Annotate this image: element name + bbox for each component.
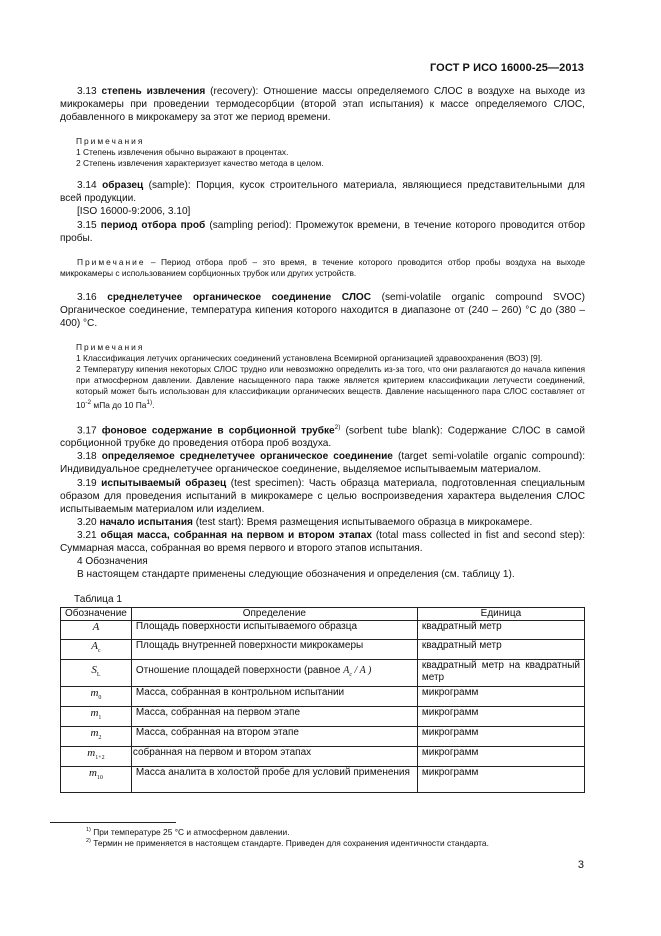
note-item: 1 Степень извлечения обычно выражают в процентах. [76,147,289,158]
notes-title: Примечания [76,342,145,353]
unit-cell: микрограмм [417,706,584,726]
term: определяемое среднелетучее органическое соединение [101,451,393,463]
definition-cell: собранная на первом и втором этапах [131,746,417,766]
symbols-table [60,607,585,792]
definition-cell: Масса аналита в холостой пробе для условий применения [131,766,417,792]
table-row [61,686,585,706]
definition-text: (sampling period): Промежуток времени, в течение которого проводится отбор пробы. [60,219,586,244]
notes-3-16 [77,342,585,411]
footnote-separator [50,822,176,823]
term: начало испытания [99,516,193,528]
symbol-cell: $S_L$ [61,659,132,686]
clause-number: 3.21 [77,529,101,541]
definition-text: (sample): Порция, кусок строительного материала, являющиеся представительными для всей продукции. [60,180,585,205]
table-caption: Таблица 1 [74,594,122,606]
definition-text: (semi-volatile organic compound SVOC) Органическое соединение, температура кипения которого находится в диапазоне от (240 – 260) °С до (380 – 400) °С. [60,291,585,329]
definition-3-19 [60,477,585,516]
definition-cell: Масса, собранная на первом этапе [131,706,417,726]
definition-text: (test specimen): Часть образца материала, подготовленная специальным образом для проведения испытаний в микрокамере с целью воспроизведения характера выделения СЛОС испытываемым материалом или изделием. [60,477,586,515]
symbol-cell: $A_c$ [61,639,132,659]
term: период отбора проб [100,219,206,231]
clause-number: 3.19 [77,477,102,489]
notes-title: Примечания [76,136,145,147]
footnote: $^{2)}$ Термин не применяется в настоящем стандарте. Приведен для сохранения идентичности стандарта. [86,837,489,848]
section-title: 4 Обозначения [77,556,148,568]
term: степень извлечения [101,86,206,97]
definition-3-18 [60,450,585,476]
term: испытываемый образец [101,477,227,489]
clause-number: 3.18 [77,451,102,463]
table-row [61,706,585,726]
note-label: Примечание [77,256,146,267]
definition-text: (total mass collected in fist and second step): Суммарная масса, собранная во время первого и второго этапов испытания. [60,529,586,555]
definition-text: (target semi-volatile organic compound): Индивидуальное среднелетучее органическое соединение, выделяемое испытываемым материалом. [60,451,585,476]
definition-3-21 [60,529,585,555]
footnote: $^{1)}$ При температуре 25 °С и атмосферном давлении. [86,826,290,837]
unit-cell: микрограмм [417,726,584,746]
unit-cell: квадратный метр на квадратный метр [417,659,584,686]
symbol-cell: A [61,621,132,639]
definition-3-14 [60,179,585,205]
table-row [61,726,585,746]
definition-3-15 [60,219,585,245]
definition-cell: Отношение площадей поверхности (равное $A_c$ / A ) [131,659,417,686]
term: общая масса, собранная на первом и втором этапах [100,529,373,541]
note-item: 2 Степень извлечения характеризует качество метода в целом. [76,158,324,169]
reference: [ISO 16000-9:2006, 3.10] [77,206,191,218]
unit-cell: квадратный метр [417,639,584,659]
clause-number: 3.13 [77,86,102,97]
column-header: Единица [417,608,584,621]
clause-number: 3.16 [77,291,108,303]
definition-cell: Масса, собранная в контрольном испытании [131,686,417,706]
symbol-cell: $m_{1+2}$ [61,746,132,766]
clause-number: 3.15 [77,219,101,231]
unit-cell: микрограмм [417,766,584,792]
unit-cell: микрограмм [417,746,584,766]
symbol-cell: $m_0$ [61,686,132,706]
table-row [61,659,585,686]
notes-3-13 [77,136,585,169]
definition-3-13 [60,85,585,124]
section-text: В настоящем стандарте применены следующие обозначения и определения (см. таблицу 1). [77,569,515,581]
term: среднелетучее органическое соединение СЛОС [107,291,372,303]
definition-3-16 [60,291,585,330]
unit-cell: микрограмм [417,686,584,706]
document-header: ГОСТ Р ИСО 16000-25—2013 [429,62,584,74]
unit-cell: квадратный метр [417,621,584,639]
term: образец [102,180,144,192]
table-row [61,639,585,659]
table-row [61,766,585,792]
footnote-ref: 2) [334,423,341,431]
definition-3-17 [60,421,585,451]
note-text: – Период отбора проб – это время, в течение которого проводится отбор пробы воздуха на выходе микрокамеры с использованием сорбционных трубок или других устройств. [60,256,585,278]
symbol-cell: $m_{10}$ [61,766,132,792]
definition-cell: Масса, собранная на втором этапе [131,726,417,746]
page-number: 3 [577,859,584,871]
definition-text: (recovery): Отношение массы определяемого СЛОС в воздухе на выходе из микрокамеры при проведении термодесорбции (второй этап испытания) к массе определяемого СЛОС, добавленного в микрокамеру за этот же период времени. [60,86,585,124]
note-item: 2 Температуру кипения некоторых СЛОС трудно или невозможно определить из-за того, что они разлагаются до начала кипения при атмосферном давлении. Давление насыщенного пара также является критерием классификации летучести соединений, который может быть использован для классификации органических веществ. Давление насыщенного пара СЛОС составляет от $10^{-2}$ мПа до 10 $Па^{1)}$. [76,364,585,410]
symbol-cell: $m_2$ [61,726,132,746]
column-header: Обозначение [61,608,132,621]
definition-cell: Площадь внутренней поверхности микрокамеры [131,639,417,659]
definition-3-20 [60,516,585,529]
column-header: Определение [131,608,417,621]
table-header-row [61,608,585,621]
definition-text: (test start): Время размещения испытываемого образца в микрокамере. [192,516,533,528]
clause-number: 3.20 [77,516,100,528]
clause-number: 3.17 [77,425,102,437]
table-row [61,621,585,639]
definition-cell: Площадь поверхности испытываемого образца [131,621,417,639]
table-row [61,746,585,766]
clause-number: 3.14 [77,180,103,192]
note-3-15 [60,257,585,279]
symbol-cell: $m_1$ [61,706,132,726]
term: фоновое содержание в сорбционной трубке [101,425,335,437]
document-body [60,85,585,793]
note-item: 1 Классификация летучих органических соединений установлена Всемирной организацией здравоохранения (ВОЗ) [9]. [76,353,543,364]
definition-text: (sorbent tube blank): Содержание СЛОС в самой сорбционной трубке до проведения отбора проб воздуха. [60,425,585,450]
